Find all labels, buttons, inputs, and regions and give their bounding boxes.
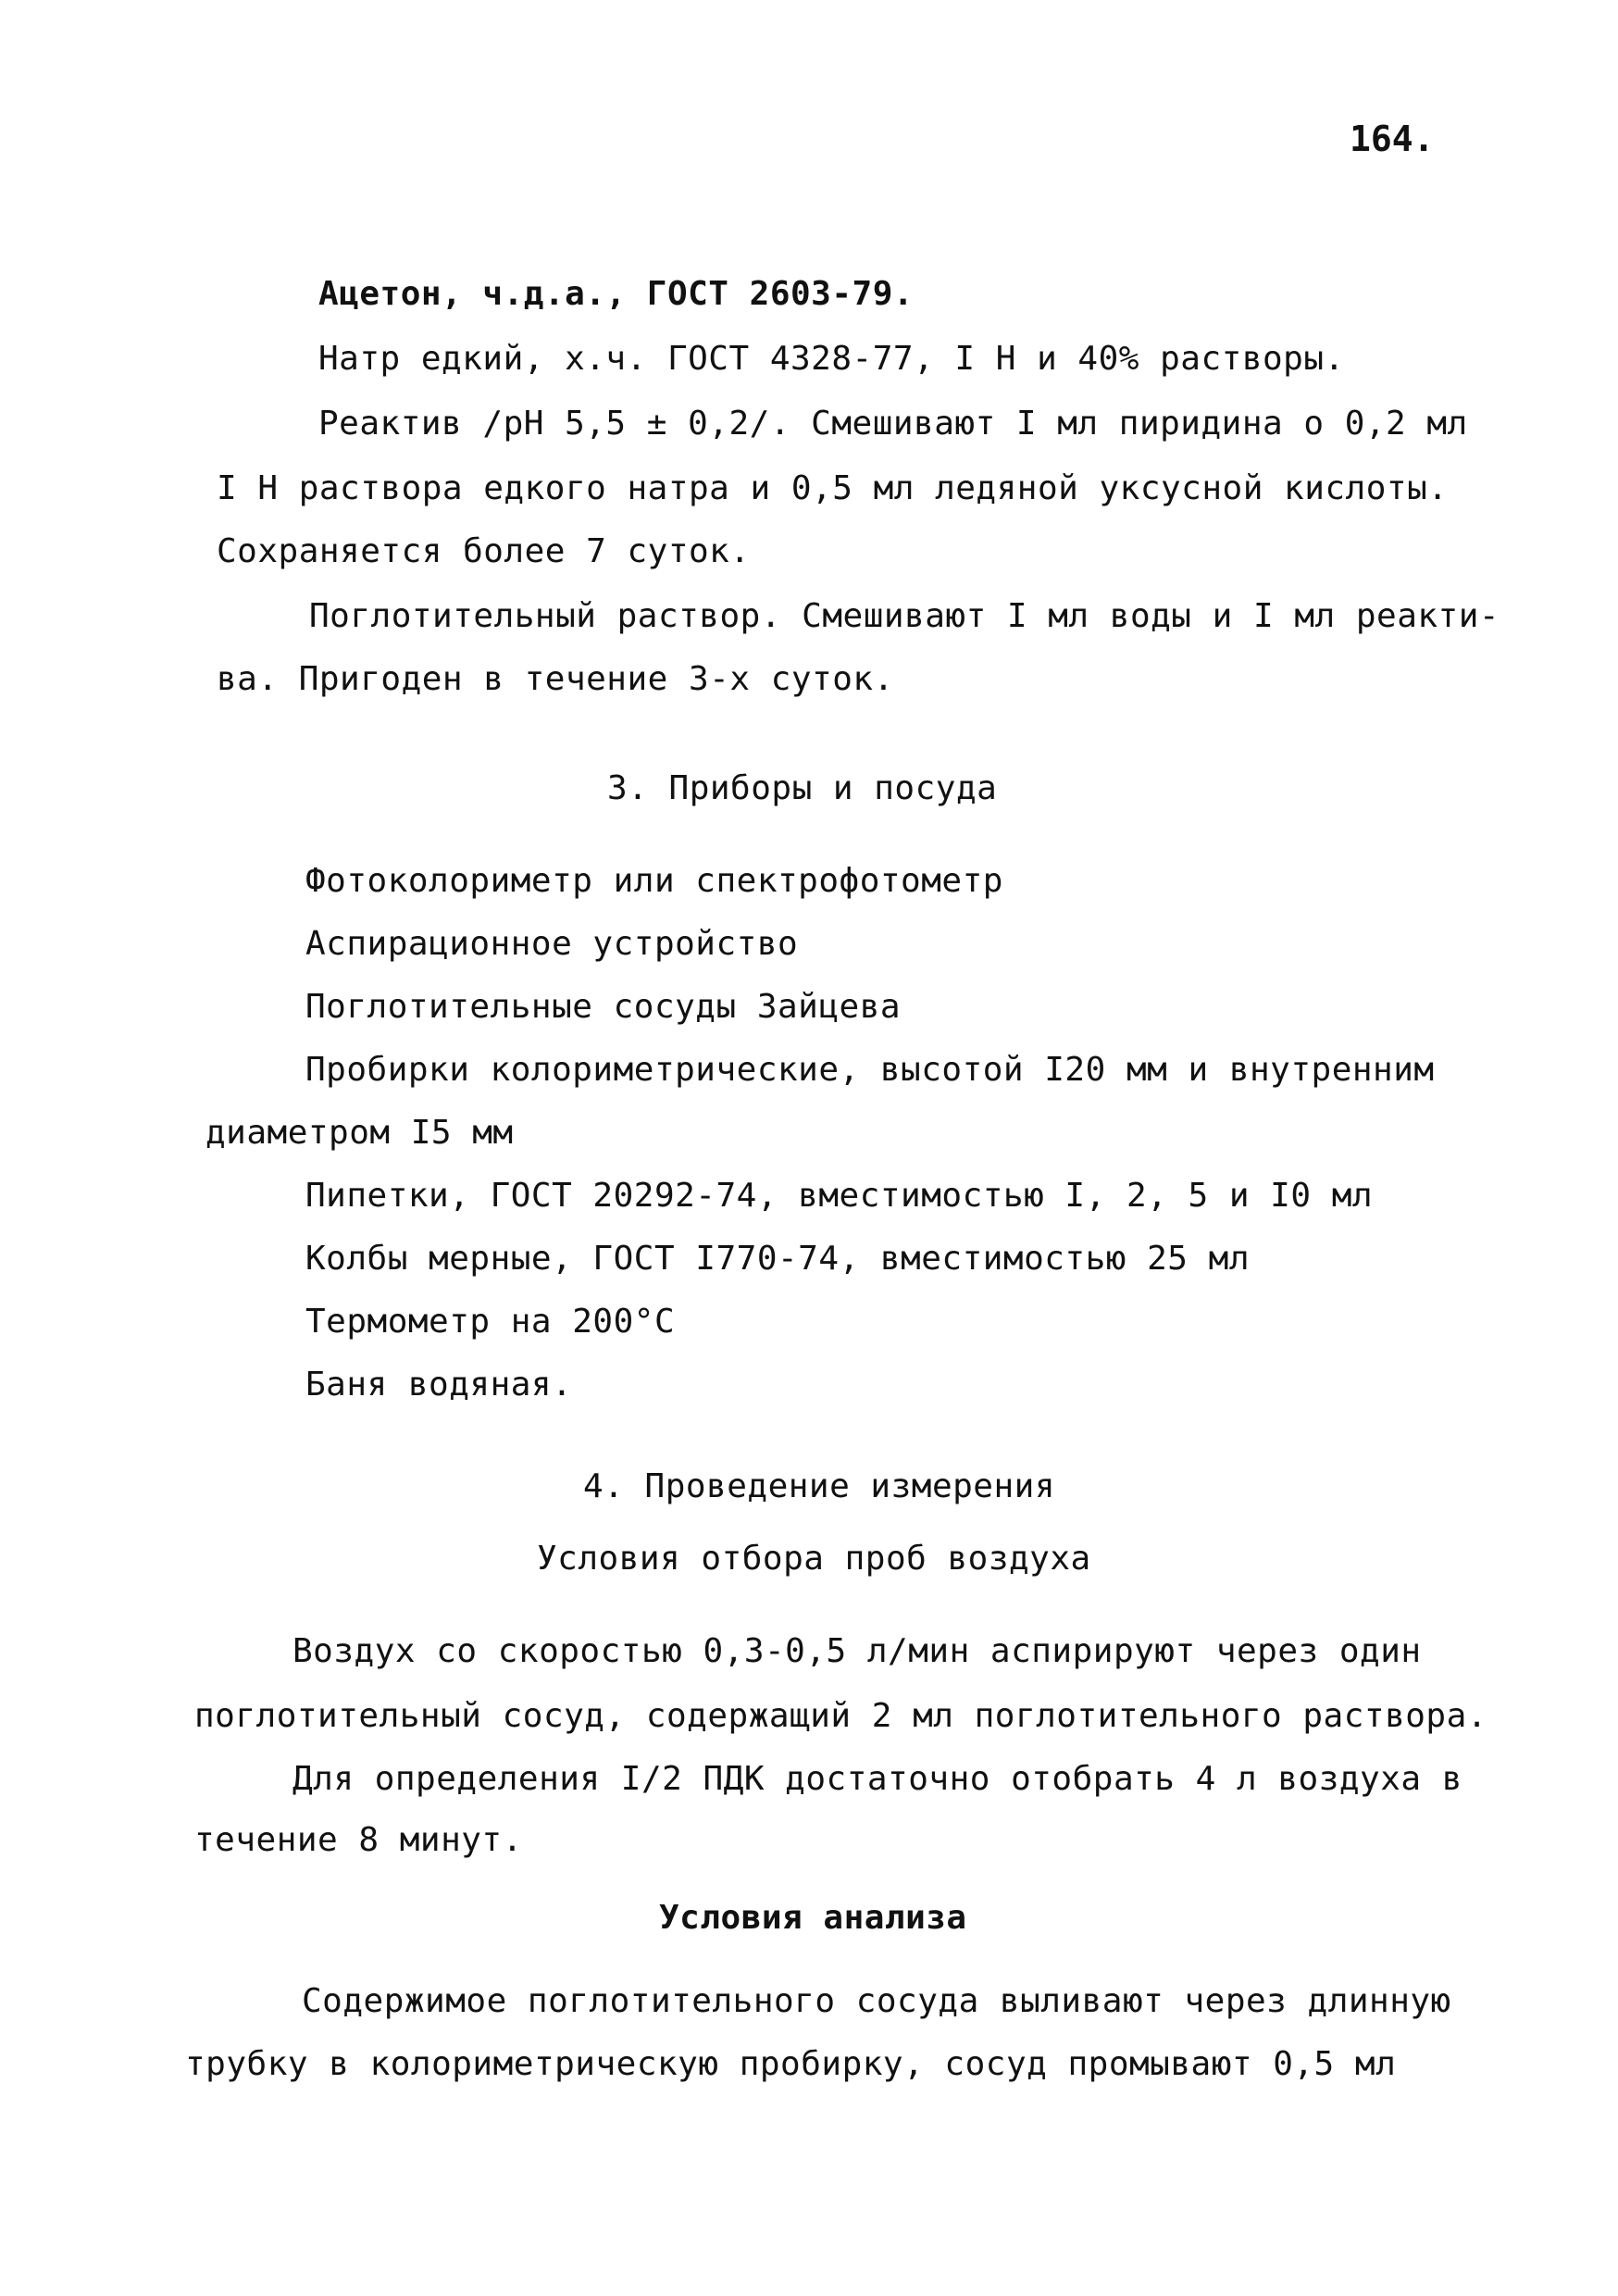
equipment-item: диаметром I5 мм [205, 1114, 514, 1152]
equipment-item: Термометр на 200°С [305, 1303, 676, 1341]
page-number: 164. [1350, 119, 1435, 159]
reagent-ph-line-1: Реактив /рН 5,5 ± 0,2/. Смешивают I мл пиридина о 0,2 мл [318, 405, 1468, 443]
equipment-item: Колбы мерные, ГОСТ I770-74, вместимостью 25 мл [305, 1240, 1250, 1278]
absorbing-solution-line-2: ва. Пригоден в течение 3-х суток. [217, 660, 894, 698]
sampling-line-1: Воздух со скоростью 0,3-0,5 л/мин аспирируют через один [292, 1632, 1422, 1670]
sampling-line-4: течение 8 минут. [194, 1821, 523, 1859]
reagent-ph-line-2: I Н раствора едкого натра и 0,5 мл ледяной уксусной кислоты. [217, 469, 1449, 507]
section-4-heading: 4. Проведение измерения [583, 1467, 1055, 1505]
analysis-line-1: Содержимое поглотительного сосуда выливают через длинную [302, 1982, 1451, 2020]
sampling-conditions-subheading: Условия отбора проб воздуха [537, 1540, 1091, 1578]
equipment-item: Пипетки, ГОСТ 20292-74, вместимостью I, 2, 5 и I0 мл [305, 1177, 1374, 1215]
reagent-ph-line-3: Сохраняется более 7 суток. [217, 532, 751, 570]
equipment-item: Пробирки колориметрические, высотой I20 мм и внутренним [305, 1051, 1435, 1089]
equipment-item: Фотоколориметр или спектрофотометр [305, 862, 1003, 900]
sampling-line-3: Для определения I/2 ПДК достаточно отобрать 4 л воздуха в [292, 1760, 1462, 1798]
equipment-item: Аспирационное устройство [305, 925, 799, 963]
equipment-item: Поглотительные сосуды Зайцева [305, 988, 902, 1026]
reagent-acetone: Ацетон, ч.д.а., ГОСТ 2603-79. [318, 275, 915, 313]
section-3-heading: 3. Приборы и посуда [607, 769, 998, 807]
analysis-conditions-subheading: Условия анализа [659, 1899, 967, 1937]
equipment-item: Баня водяная. [305, 1366, 573, 1404]
reagent-sodium-hydroxide: Натр едкий, х.ч. ГОСТ 4328-77, I Н и 40% растворы. [318, 340, 1345, 378]
absorbing-solution-line-1: Поглотительный раствор. Смешивают I мл воды и I мл реакти- [309, 597, 1500, 635]
analysis-line-2: трубку в колориметрическую пробирку, сосуд промывают 0,5 мл [185, 2045, 1397, 2083]
sampling-line-2: поглотительный сосуд, содержащий 2 мл поглотительного раствора. [194, 1697, 1487, 1735]
